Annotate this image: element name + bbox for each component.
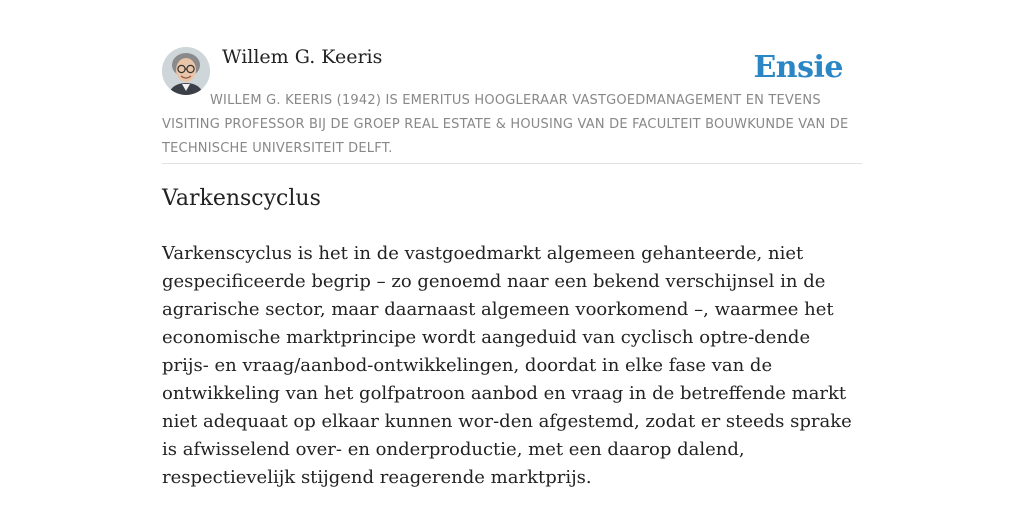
author-name[interactable]: Willem G. Keeris — [222, 46, 383, 68]
brand-logo[interactable]: Ensie — [753, 50, 843, 85]
entry-title: Varkenscyclus — [162, 186, 321, 211]
entry-body: Varkenscyclus is het in de vastgoedmarkt algemeen gehanteerde, niet gespecificeerde begrip – zo genoemd naar een bekend verschijnsel in de agrarische sector, maar daarnaast algemeen voorkomend –, waarmee het economische marktprincipe wordt aangeduid van cyclisch optre-dende prijs- en vraag/aanbod-ontwikkelingen, doordat in elke fase van de ontwikkeling van het golfpatroon aanbod en vraag in de betreffende markt niet adequaat op elkaar kunnen wor-den afgestemd, zodat er steeds sprake is afwisselend over- en onderproductie, met een daarop dalend, respectievelijk stijgend reagerende marktprijs. — [162, 243, 852, 488]
page — [162, 0, 862, 512]
author-bio: WILLEM G. KEERIS (1942) IS EMERITUS HOOGLERAAR VASTGOEDMANAGEMENT EN TEVENS VISITING PROFESSOR BIJ DE GROEP REAL ESTATE & HOUSING VAN DE FACULTEIT BOUWKUNDE VAN DE TECHNISCHE UNIVERSITEIT DELFT. — [162, 93, 849, 156]
author-portrait-icon — [162, 47, 210, 95]
header-divider — [162, 163, 862, 164]
author-avatar — [162, 47, 210, 95]
